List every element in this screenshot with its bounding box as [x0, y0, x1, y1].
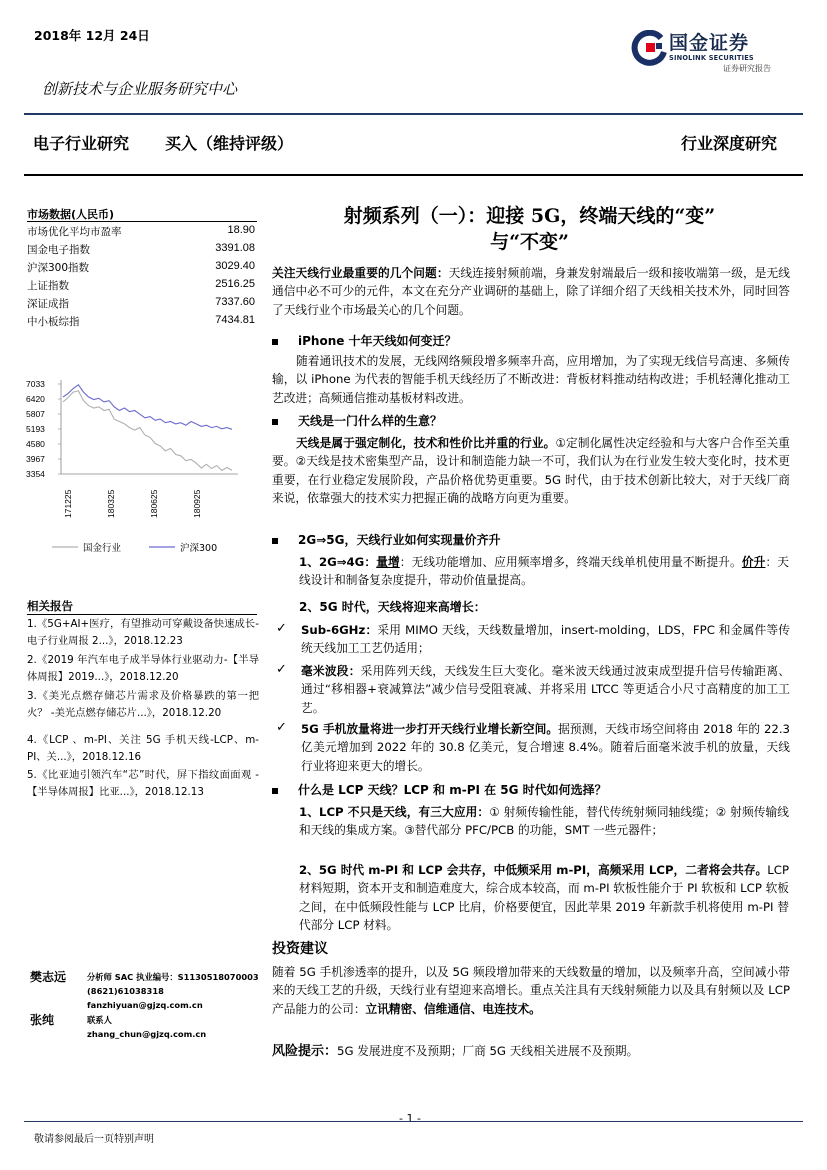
section-heading [272, 412, 792, 429]
investment-text: 随着 5G 手机渗透率的提升，以及 5G 频段增加带来的天线数量的增加，以及频率升高，空间减小带来的天线工艺的升级，天线行业有望迎来高增长。重点关注具有天线射频能力以及具有射频以及 LCP 产品能力的公司： [272, 965, 790, 1016]
section-heading-text: 2G⇒5G，天线行业如何实现量价齐升 [298, 533, 501, 547]
footer-divider [24, 1121, 803, 1122]
page-number: - 1 - [399, 1112, 421, 1125]
y-tick-label: 4580 [26, 439, 45, 449]
related-report-link[interactable]: 5.《比亚迪引领汽车“芯”时代，屏下指纹面面观 -【半导体周报】比亚...》，2018.12.13 [27, 769, 259, 798]
iphone-paragraph: 随着通讯技术的发展，无线网络频段增多频率升高，应用增加，为了实现无线信号高速、多频传输，以 iPhone 为代表的智能手机天线经历了不断改进：背板材料推动结构改进；手机轻薄化推动工艺改进；高频通信推动基板材料改进。 [272, 354, 790, 405]
report-tag: 证券研究报告 [723, 64, 771, 73]
market-growth-lead: 5G 手机放量将进一步打开天线行业增长新空间。 [301, 722, 559, 736]
mmwave-lead: 毫米波段： [301, 664, 361, 678]
legend-label-hs300: 沪深300 [180, 543, 218, 554]
market-value: 3029.40 [215, 260, 255, 272]
x-tick-label: 180325 [106, 489, 116, 518]
lcp-point-1 [299, 803, 789, 840]
bullet-square-icon [272, 788, 278, 794]
research-center: 创新技术与企业服务研究中心 [42, 80, 238, 98]
bullet-square-icon [272, 419, 278, 425]
growth-point-1 [299, 553, 789, 590]
analyst-name: 张纯 [30, 1013, 55, 1027]
bullet-square-icon [272, 339, 278, 345]
section-heading [272, 781, 792, 798]
x-tick-label: 171225 [63, 489, 73, 518]
intro-paragraph [272, 264, 790, 319]
x-tick-label: 180625 [149, 489, 159, 518]
section-heading [272, 332, 792, 349]
market-data-rule [27, 221, 257, 222]
risk-paragraph [272, 1042, 790, 1061]
section-heading-text: 什么是 LCP 天线？LCP 和 m-PI 在 5G 时代如何选择？ [298, 783, 607, 797]
market-value: 3391.08 [215, 242, 255, 254]
industry-label: 电子行业研究 [33, 134, 130, 153]
market-label: 市场优化平均市盈率 [27, 226, 122, 238]
market-value: 18.90 [227, 224, 255, 236]
business-text: ①定制化属性决定经验和与大客户合作至关重要。②天线是技术密集型产品，设计和制造能力缺一不可，我们认为在行业发生较大变化时，技术更重要，在行业稳定发展阶段，产品价格优势更重要。5G 时代，由于技术创新比较大，对于天线厂商来说，依靠强大的技术实力把握正确的战略方向更为重要。 [272, 436, 790, 505]
business-paragraph [272, 434, 790, 507]
market-growth-text: 据预测，天线市场空间将由 2018 年的 22.3 亿美元增加到 2022 年的 30.8 亿美元，复合增速 8.4%。随着后面毫米波手机的放量，天线行业将迎来更大的增长。 [301, 722, 790, 773]
chart-legend [52, 540, 262, 554]
analyst-phone: (8621)61038318 [87, 986, 164, 996]
y-tick-label: 5193 [26, 424, 45, 434]
related-report-link[interactable]: 2.《2019 年汽车电子成半导体行业驱动力-【半导体周报】2019...》，2018.12.20 [27, 654, 259, 683]
risk-text: 5G 发展进度不及预期；厂商 5G 天线相关进展不及预期。 [337, 1044, 639, 1058]
series-line-industry [63, 391, 232, 471]
sub6-paragraph [301, 621, 790, 658]
section-heading-text: 天线是一门什么样的生意？ [298, 414, 443, 428]
volume-text: ：无线功能增加、应用频率增多，终端天线单机使用量不断提升。 [399, 555, 742, 569]
analyst-role: 联系人 [87, 1015, 112, 1025]
growth-point-lead: 1、2G⇒4G： [299, 555, 377, 569]
lcp-point-1-text: ① 射频传输性能，替代传统射频同轴线缆；② 射频传输线和天线的集成方案。③替代部分 PFC/PCB 的功能，SMT 一些元器件； [299, 805, 789, 838]
y-tick-label: 6420 [26, 394, 45, 404]
y-tick-label: 7033 [26, 379, 45, 389]
y-tick-label: 3967 [26, 454, 45, 464]
related-reports-rule [27, 614, 257, 615]
related-reports-title: 相关报告 [27, 599, 73, 613]
checkmark-icon: ✓ [276, 621, 287, 636]
y-tick-label: 5807 [26, 409, 45, 419]
logo-english-name: SINOLINK SECURITIES [669, 54, 754, 62]
related-report-link[interactable]: 4.《LCP 、m-PI、关注 5G 手机天线-LCP、m-PI、关...》，2018.12.16 [27, 734, 259, 763]
investment-paragraph [272, 963, 790, 1018]
title-divider [24, 174, 803, 176]
footer-disclaimer: 敬请参阅最后一页特别声明 [34, 1134, 154, 1145]
legend-label-industry: 国金行业 [83, 543, 122, 554]
analyst-name: 樊志远 [30, 970, 67, 984]
risk-lead: 风险提示： [272, 1044, 338, 1059]
market-label: 中小板综指 [27, 316, 80, 328]
analyst-info [87, 970, 259, 1012]
lcp-point-2-lead: 2、5G 时代 m-PI 和 LCP 会共存，中低频采用 m-PI，高频采用 LCP，二者将会共存。 [299, 863, 768, 877]
mmwave-text: 采用阵列天线，天线发生巨大变化。毫米波天线通过波束成型提升信号传输距离、通过“移相器+衰减算法”减少信号受阻衰减、并将采用 LTCC 等更适合小尺寸高精度的加工工艺。 [301, 664, 790, 715]
market-value: 2516.25 [215, 278, 255, 290]
intro-lead: 关注天线行业最重要的几个问题： [272, 266, 449, 280]
analyst-sac: 分析师 SAC 执业编号：S1130518070003 [87, 972, 259, 982]
logo-chinese-name: 国金证券 [669, 32, 750, 54]
sub6-text: 采用 MIMO 天线，天线数量增加，insert-molding，LDS，FPC 和金属件等传统天线加工工艺仍适用； [301, 623, 790, 656]
section-heading-text: iPhone 十年天线如何变迁？ [298, 334, 457, 348]
related-report-link[interactable]: 3.《美光点燃存储芯片需求及价格暴跌的第一把火？ -美光点燃存储芯片...》，2018.12.20 [27, 690, 259, 719]
y-tick-label: 3354 [26, 469, 45, 479]
market-value: 7434.81 [215, 314, 255, 326]
checkmark-icon: ✓ [276, 720, 287, 735]
mmwave-paragraph [301, 662, 790, 717]
series-line-hs300 [63, 385, 232, 430]
volume-keyword: 量增 [376, 555, 400, 569]
report-title [262, 203, 797, 255]
sub6-lead: Sub-6GHz： [301, 623, 378, 637]
report-title-line2: 与“不变” [490, 231, 569, 253]
market-value: 7337.60 [215, 296, 255, 308]
investment-picks: 立讯精密、信维通信、电连技术。 [365, 1001, 541, 1016]
related-report-link[interactable]: 1.《5G+AI+医疗，有望推动可穿戴设备快速成长-电子行业周报 2...》，2018.12.23 [27, 618, 259, 647]
business-lead: 天线是属于强定制化，技术和性价比并重的行业。 [296, 436, 556, 450]
section-heading [272, 531, 792, 548]
market-label: 上证指数 [27, 280, 69, 292]
price-keyword: 价升 [741, 555, 766, 569]
analyst-info [87, 1013, 206, 1041]
market-label: 沪深300指数 [27, 262, 90, 274]
report-title-line1: 射频系列（一）：迎接 5G，终端天线的“变” [343, 205, 716, 227]
lcp-point-2 [299, 861, 789, 934]
market-data-title: 市场数据(人民币) [27, 208, 115, 221]
market-label: 深证成指 [27, 298, 69, 310]
lcp-point-1-lead: 1、LCP 不只是天线，有三大应用： [299, 805, 490, 819]
header-divider [24, 113, 803, 115]
lcp-point-2-text: LCP 材料短期，资本开支和制造难度大，综合成本较高，而 m-PI 软板性能介于 PI 软板和 LCP 软板之间，在中低频段性能与 LCP 比肩，价格要便宜，因此苹果 2019 年新款手机将使用 m-PI 替代部分 LCP 材料。 [299, 863, 789, 932]
price-text: ：天线设计和制备复杂度提升，带动价值量提高。 [299, 555, 789, 588]
index-line-chart [20, 372, 260, 522]
x-tick-label: 180925 [192, 489, 202, 518]
investment-heading: 投资建议 [272, 941, 328, 957]
analyst-email[interactable]: zhang_chun@gjzq.com.cn [87, 1029, 207, 1039]
rating-label: 买入（维持评级） [165, 134, 294, 153]
report-type: 行业深度研究 [681, 134, 778, 153]
growth-point-2: 2、5G 时代，天线将迎来高增长： [299, 600, 486, 614]
checkmark-icon: ✓ [276, 662, 287, 677]
market-growth-paragraph [301, 720, 790, 775]
bullet-square-icon [272, 538, 278, 544]
report-date: 2018年 12月 24日 [34, 28, 150, 43]
market-label: 国金电子指数 [27, 244, 90, 256]
intro-text: 天线连接射频前端，身兼发射端最后一级和接收端第一级，是无线通信中必不可少的元件，本文在充分产业调研的基础上，除了详细介绍了天线相关技术外，同时回答了天线行业个市场最关心的几个问题。 [272, 266, 790, 317]
logo-mark-icon [631, 30, 667, 66]
analyst-email[interactable]: fanzhiyuan@gjzq.com.cn [87, 1000, 203, 1010]
